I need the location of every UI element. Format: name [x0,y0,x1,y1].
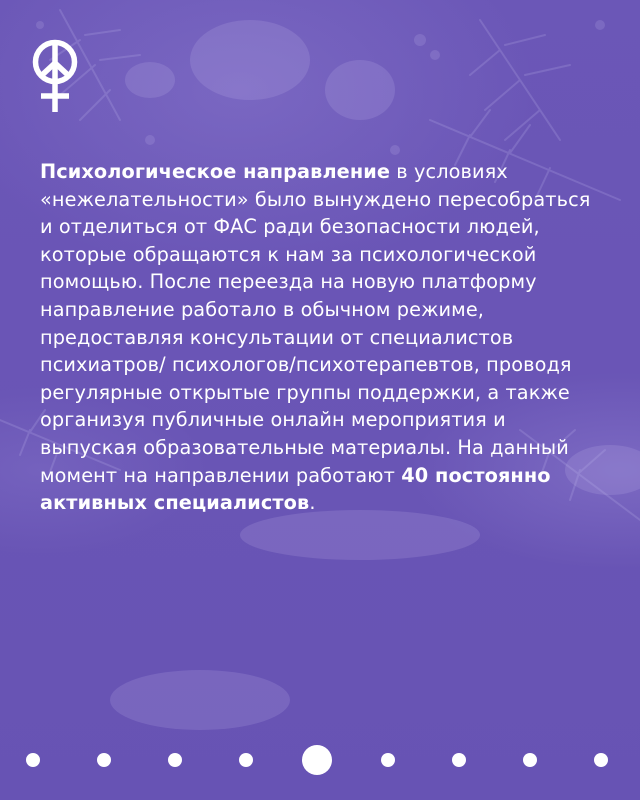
page-dot[interactable] [239,753,253,767]
page-dot[interactable] [26,753,40,767]
page-dot[interactable] [594,753,608,767]
page-indicator [0,742,640,778]
page-dot-active[interactable] [302,745,332,775]
lead-bold-phrase: Психологическое направление [40,160,391,183]
page-dot[interactable] [381,753,395,767]
page-dot[interactable] [97,753,111,767]
body-text-end: . [309,491,316,515]
highlight-bold-phrase: 40 постоянно активных специалистов [40,463,551,515]
body-text-main: в условиях «нежелательности» было вынуждено пересобраться и отделиться от ФАС ради безопасности людей, которые обращаются к нам за психологической помощью. После переезда на новую платформу направление работало в обычном режиме, предоставляя консультации от специалистов психиатров/ психологов/психотерапевтов, проводя регулярные открытые группы поддержки, а также организуя публичные онлайн мероприятия и выпуская образовательные материалы. На данный момент на направлении работают [40,160,591,487]
page-dot[interactable] [523,753,537,767]
peace-venus-icon [30,36,80,116]
page-dot[interactable] [168,753,182,767]
body-paragraph [40,158,608,517]
page-dot[interactable] [452,753,466,767]
